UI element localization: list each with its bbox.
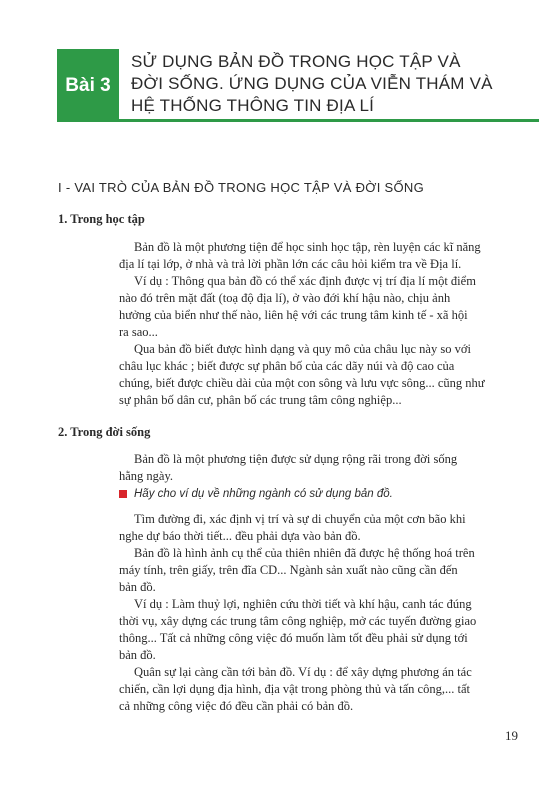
- text-line: chúng, biết được chiều dài của một con sông và lưu vực sông... cũng như: [119, 376, 485, 390]
- text-line: thời vụ, xây dựng các trung tâm công nghiệp, mở các tuyến đường giao: [119, 614, 477, 628]
- text-line: chiến, cần lợi dụng địa hình, địa vật trong phòng thủ và tấn công,... tất: [119, 682, 470, 696]
- question-text: Hãy cho ví dụ về những ngành có sử dụng bản đồ.: [134, 488, 393, 500]
- text-line: Qua bản đồ biết được hình dạng và quy mô của châu lục này so với: [134, 342, 471, 356]
- text-line: ra sao...: [119, 325, 158, 339]
- subsection-heading: 1. Trong học tập: [58, 212, 145, 226]
- text-line: hằng ngày.: [119, 469, 174, 483]
- text-line: Ví dụ : Thông qua bản đồ có thể xác định được vị trí địa lí một điểm: [134, 274, 476, 288]
- square-bullet-icon: [119, 490, 127, 498]
- text-line: máy tính, trên giấy, trên đĩa CD... Ngành sản xuất nào cũng cần đến: [119, 563, 458, 577]
- text-line: cả những công việc đó đều cần phải có bản đồ.: [119, 699, 354, 713]
- text-line: Bản đồ là một phương tiện để học sinh học tập, rèn luyện các kĩ năng: [134, 240, 481, 254]
- lesson-label: Bài 3: [65, 74, 111, 96]
- text-line: bản đồ.: [119, 580, 156, 594]
- page-number: 19: [505, 728, 518, 743]
- title-line: ĐỜI SỐNG. ỨNG DỤNG CỦA VIỄN THÁM VÀ: [131, 74, 493, 93]
- section-heading: I - VAI TRÒ CỦA BẢN ĐỒ TRONG HỌC TẬP VÀ ĐỜI SỐNG: [58, 180, 425, 195]
- text-line: Tìm đường đi, xác định vị trí và sự di chuyển của một cơn bão khi: [134, 512, 466, 526]
- text-line: nào đó trên mặt đất (toạ độ địa lí), ở vào đới khí hậu nào, chịu ảnh: [119, 291, 451, 305]
- text-line: Quân sự lại càng cần tới bản đồ. Ví dụ : để xây dựng phương án tác: [134, 665, 472, 679]
- title-line: HỆ THỐNG THÔNG TIN ĐỊA LÍ: [131, 96, 375, 115]
- text-line: thông... Tất cả những công việc đó muốn làm tốt đều phải sử dụng tới: [119, 631, 468, 645]
- text-line: bản đồ.: [119, 648, 156, 662]
- text-line: sự phân bố dân cư, phân bố các trung tâm công nghiệp...: [119, 393, 402, 407]
- question-prompt: [119, 488, 393, 500]
- text-line: châu lục khác ; biết được sự phân bố của các dãy núi và độ cao của: [119, 359, 455, 373]
- text-line: Bản đồ là hình ảnh cụ thể của thiên nhiên đã được hệ thống hoá trên: [134, 546, 475, 560]
- text-line: Bản đồ là một phương tiện được sử dụng rộng rãi trong đời sống: [134, 452, 458, 466]
- title-line: SỬ DỤNG BẢN ĐỒ TRONG HỌC TẬP VÀ: [131, 52, 461, 71]
- lesson-badge: [57, 49, 119, 122]
- text-line: địa lí tại lớp, ở nhà và trả lời phần lớn các câu hỏi kiểm tra về Địa lí.: [119, 257, 462, 271]
- subsection-heading: 2. Trong đời sống: [58, 425, 151, 439]
- lesson-title: [119, 49, 539, 122]
- text-line: hưởng của biển như thế nào, liên hệ với các trung tâm kinh tế - xã hội: [119, 308, 468, 322]
- text-line: nghe dự báo thời tiết... đều phải dựa vào bản đồ.: [119, 529, 361, 543]
- text-line: Ví dụ : Làm thuỷ lợi, nghiên cứu thời tiết và khí hậu, canh tác đúng: [134, 597, 472, 611]
